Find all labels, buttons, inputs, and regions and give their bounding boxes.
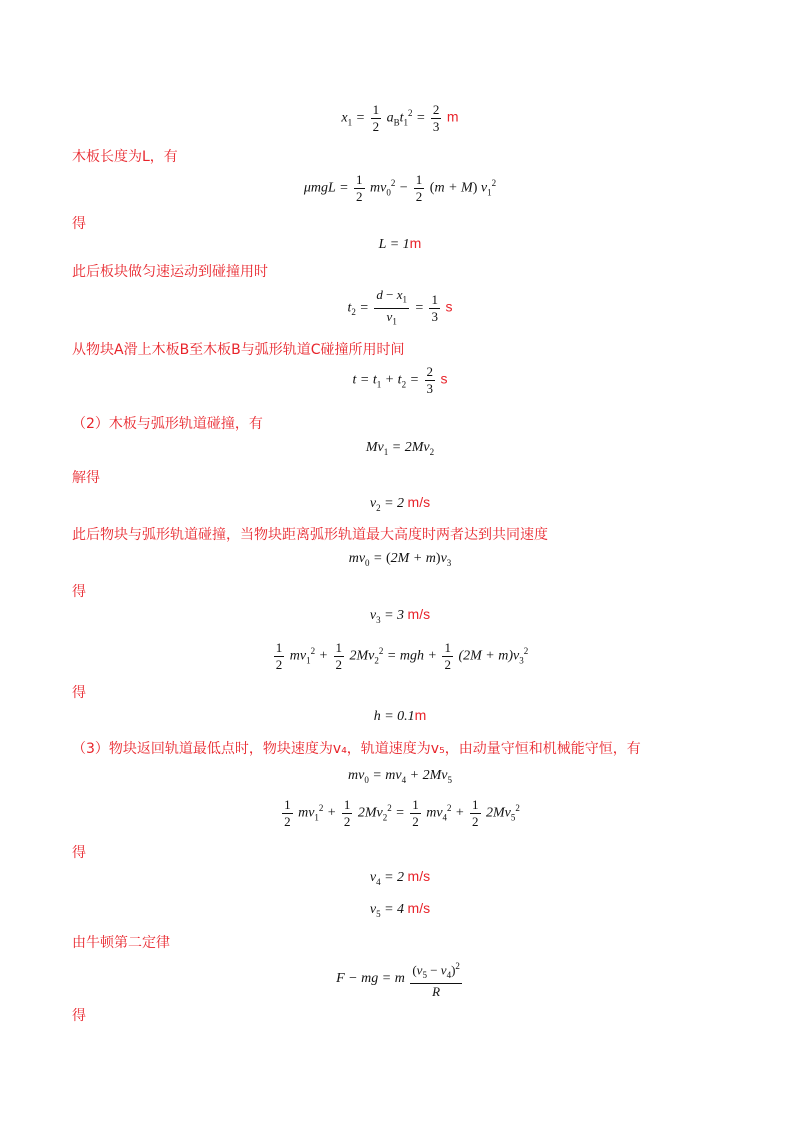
equation-v3: $v_3 = 3$ m/s (369, 606, 431, 625)
text-de-3: 得 (72, 685, 86, 701)
equation-newton: F − mg = m $\frac{(v_5 - v_4)^2}{R}$ (0, 958, 800, 1000)
unit-label: m (409, 235, 422, 251)
equation-x1: $x_1$ = $\frac{1}{2}$ $a_Bt_1^2$ = $\frac{2}{3}$ m (341, 102, 459, 134)
text-from: 从物块A滑上木板B至木板B与弧形轨道C碰撞所用时间 (72, 342, 405, 358)
equation-energy-3: $\frac{1}{2}$ $mv_1^2$ + $\frac{1}{2}$ $2Mv_2^2$ = $\frac{1}{2}$ $mv_4^2$ + $\frac{1}{2}$ $2Mv_5^2$ (284, 797, 520, 829)
unit-label: s (445, 298, 453, 315)
equation-v4: $v_4 = 2$ m/s (369, 868, 431, 887)
equation-t2: $t_2$ = $\frac{d - x_1}{v_1}$ = $\frac{1}{3}$ s (347, 287, 453, 327)
equation-h: h = 0.1m (373, 707, 427, 724)
unit-label: m/s (407, 606, 431, 622)
unit-label: m/s (407, 900, 431, 916)
equation-momentum-3: $mv_0 = mv_4 + 2Mv_5$ (348, 768, 452, 785)
unit-label: s (440, 370, 448, 387)
equation-L: L = 1m (378, 235, 422, 252)
equation-t: $t = t_1 + t_2$ = $\frac{2}{3}$ s (352, 364, 448, 396)
equation-energy-1: μmgL = $\frac{1}{2}$ $mv_0^2$ − $\frac{1}{2}$ (m + M) $v_1^2$ (303, 172, 497, 204)
equation-momentum-2: $mv_0 = (2M + m)v_3$ (348, 551, 452, 568)
text-de-2: 得 (72, 584, 86, 600)
text-newton: 由牛顿第二定律 (72, 935, 170, 951)
text-part-3: （3）物块返回轨道最低点时，物块速度为v₄，轨道速度为v₅，由动量守恒和机械能守恒，有 (72, 741, 641, 757)
text-de-4: 得 (72, 845, 86, 861)
text-after: 此后板块做匀速运动到碰撞用时 (72, 264, 268, 280)
text-board-length: 木板长度为L，有 (72, 149, 178, 165)
equation-energy-2: $\frac{1}{2}$ $mv_1^2$ + $\frac{1}{2}$ $2Mv_2^2$ = mgh + $\frac{1}{2}$ $(2M + m)v_3^2$ (275, 640, 529, 672)
unit-label: m (414, 707, 427, 723)
equation-v5: $v_5 = 4$ m/s (369, 900, 431, 919)
text-de-1: 得 (72, 216, 86, 232)
equation-v2: $v_2 = 2$ m/s (369, 494, 431, 513)
unit-label: m/s (407, 868, 431, 884)
unit-label: m/s (407, 494, 431, 510)
unit-label: m (446, 108, 459, 125)
equation-momentum-1: $Mv_1 = 2Mv_2$ (365, 440, 435, 457)
text-de-5: 得 (72, 1008, 86, 1024)
text-after-collision: 此后物块与弧形轨道碰撞，当物块距离弧形轨道最大高度时两者达到共同速度 (72, 527, 548, 543)
text-jiede: 解得 (72, 470, 100, 486)
text-part-2: （2）木板与弧形轨道碰撞，有 (72, 416, 263, 432)
